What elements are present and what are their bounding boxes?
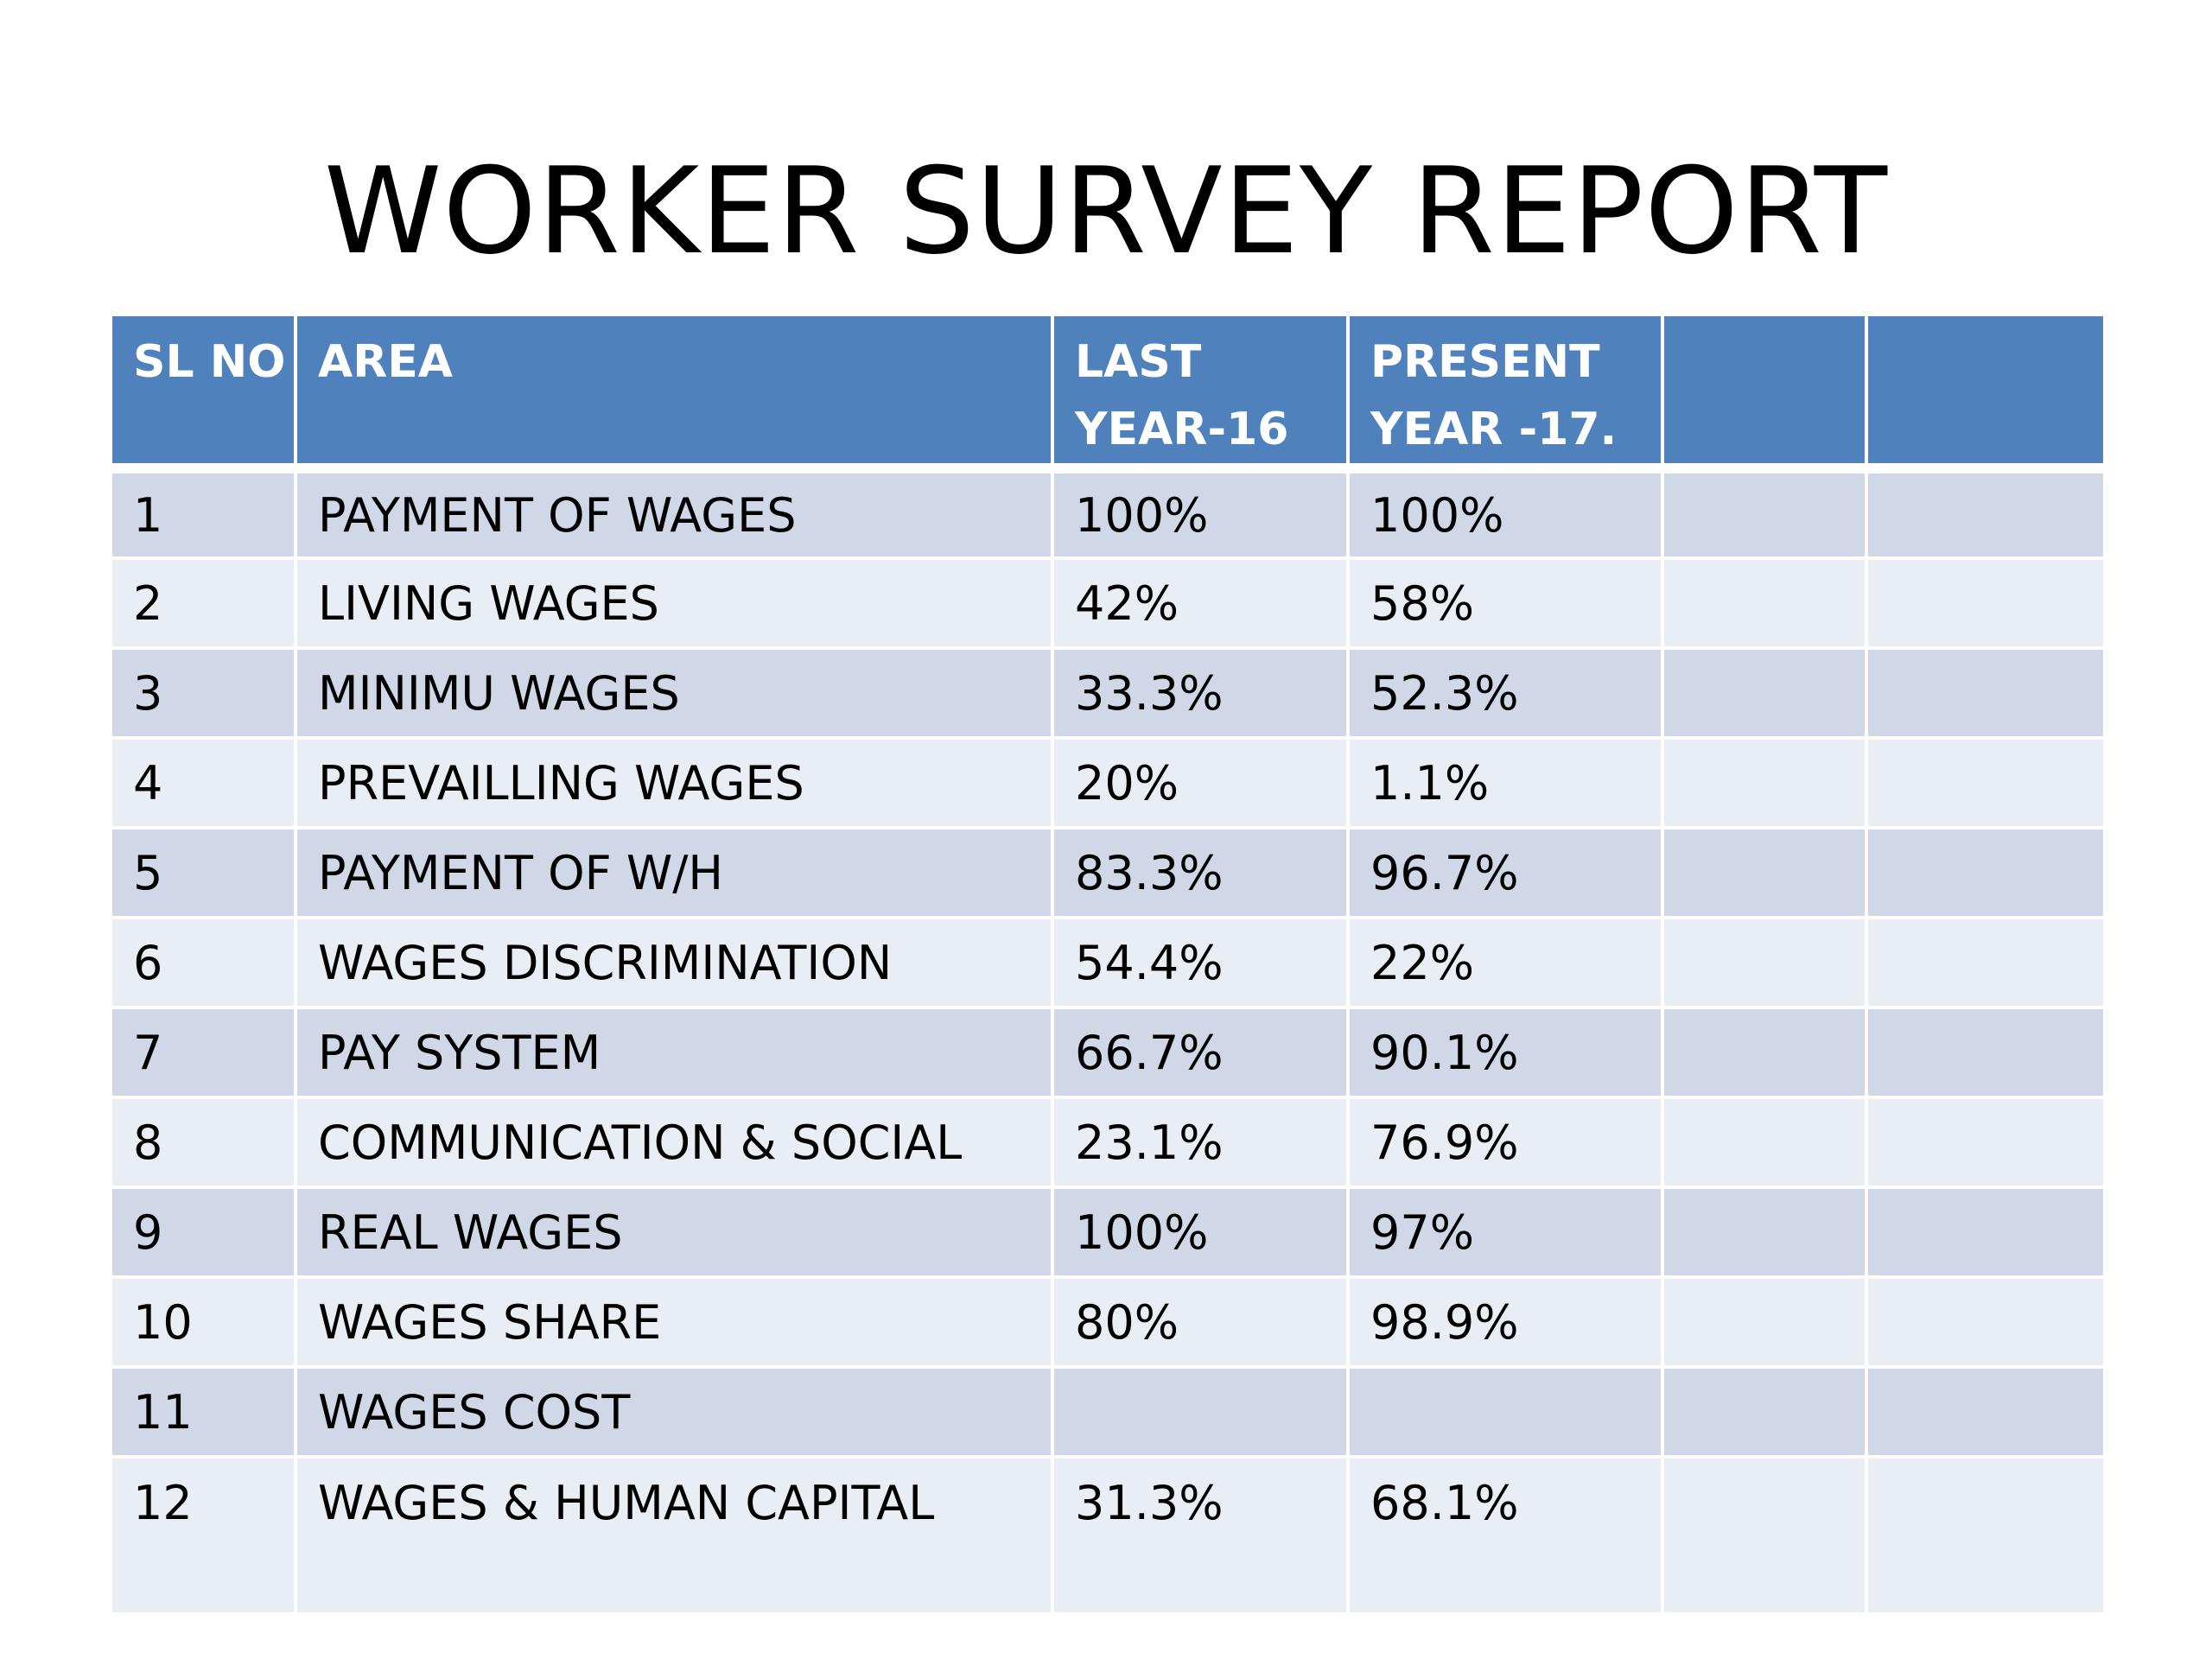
header-area: AREA	[296, 316, 1052, 468]
cell-empty	[1866, 1457, 2103, 1612]
cell-last-year: 80%	[1052, 1277, 1348, 1367]
cell-empty	[1662, 1187, 1866, 1277]
cell-empty	[1866, 918, 2103, 1007]
cell-empty	[1662, 558, 1866, 648]
cell-area: WAGES DISCRIMINATION	[296, 918, 1052, 1007]
table-header-row	[112, 316, 2103, 468]
cell-last-year: 42%	[1052, 558, 1348, 648]
cell-present-year: 97%	[1348, 1187, 1662, 1277]
cell-area: LIVING WAGES	[296, 558, 1052, 648]
table-row	[112, 1187, 2103, 1277]
cell-last-year: 33.3%	[1052, 648, 1348, 738]
cell-present-year: 52.3%	[1348, 648, 1662, 738]
cell-empty	[1662, 1457, 1866, 1612]
cell-empty	[1662, 1367, 1866, 1457]
cell-last-year: 100%	[1052, 1187, 1348, 1277]
cell-present-year: 1.1%	[1348, 738, 1662, 828]
header-last-year-line2: YEAR-16	[1075, 404, 1289, 455]
cell-empty	[1662, 1007, 1866, 1097]
cell-area: WAGES COST	[296, 1367, 1052, 1457]
table-row	[112, 738, 2103, 828]
cell-area: PAYMENT OF W/H	[296, 828, 1052, 918]
cell-present-year: 96.7%	[1348, 828, 1662, 918]
cell-area: REAL WAGES	[296, 1187, 1052, 1277]
cell-sl: 3	[112, 648, 296, 738]
cell-present-year: 90.1%	[1348, 1007, 1662, 1097]
survey-table	[112, 316, 2103, 1612]
header-empty-1	[1662, 316, 1866, 468]
cell-empty	[1866, 738, 2103, 828]
cell-present-year: 58%	[1348, 558, 1662, 648]
page-title: WORKER SURVEY REPORT	[323, 142, 1889, 281]
cell-last-year	[1052, 1367, 1348, 1457]
header-last-year	[1052, 316, 1348, 468]
cell-empty	[1662, 1277, 1866, 1367]
cell-empty	[1866, 468, 2103, 558]
table-row	[112, 1097, 2103, 1187]
cell-present-year: 100%	[1348, 468, 1662, 558]
cell-empty	[1866, 1007, 2103, 1097]
cell-last-year: 31.3%	[1052, 1457, 1348, 1612]
cell-sl: 8	[112, 1097, 296, 1187]
table-row	[112, 1457, 2103, 1612]
cell-empty	[1662, 918, 1866, 1007]
cell-sl: 6	[112, 918, 296, 1007]
table-row	[112, 1277, 2103, 1367]
cell-sl: 4	[112, 738, 296, 828]
cell-present-year: 22%	[1348, 918, 1662, 1007]
cell-empty	[1662, 1097, 1866, 1187]
cell-area: PAYMENT OF WAGES	[296, 468, 1052, 558]
cell-sl: 10	[112, 1277, 296, 1367]
cell-empty	[1866, 1367, 2103, 1457]
cell-empty	[1866, 648, 2103, 738]
cell-present-year: 76.9%	[1348, 1097, 1662, 1187]
cell-area: WAGES & HUMAN CAPITAL	[296, 1457, 1052, 1612]
table-row	[112, 828, 2103, 918]
cell-sl: 5	[112, 828, 296, 918]
cell-empty	[1662, 648, 1866, 738]
cell-empty	[1866, 1187, 2103, 1277]
cell-last-year: 20%	[1052, 738, 1348, 828]
table-row	[112, 468, 2103, 558]
header-sl-no: SL NO	[112, 316, 296, 468]
cell-area: PAY SYSTEM	[296, 1007, 1052, 1097]
cell-sl: 1	[112, 468, 296, 558]
table-row	[112, 648, 2103, 738]
cell-sl: 11	[112, 1367, 296, 1457]
cell-area: COMMUNICATION & SOCIAL	[296, 1097, 1052, 1187]
table-row	[112, 1007, 2103, 1097]
cell-sl: 2	[112, 558, 296, 648]
header-last-year-line1: LAST	[1075, 336, 1202, 388]
cell-present-year: 68.1%	[1348, 1457, 1662, 1612]
cell-sl: 7	[112, 1007, 296, 1097]
table-row	[112, 558, 2103, 648]
cell-sl: 9	[112, 1187, 296, 1277]
cell-area: PREVAILLING WAGES	[296, 738, 1052, 828]
cell-empty	[1866, 558, 2103, 648]
cell-last-year: 54.4%	[1052, 918, 1348, 1007]
cell-empty	[1866, 1097, 2103, 1187]
cell-empty	[1662, 738, 1866, 828]
table-row	[112, 1367, 2103, 1457]
cell-area: WAGES SHARE	[296, 1277, 1052, 1367]
cell-last-year: 23.1%	[1052, 1097, 1348, 1187]
cell-empty	[1662, 828, 1866, 918]
table-row	[112, 918, 2103, 1007]
cell-last-year: 100%	[1052, 468, 1348, 558]
cell-empty	[1662, 468, 1866, 558]
cell-empty	[1866, 828, 2103, 918]
cell-empty	[1866, 1277, 2103, 1367]
cell-last-year: 83.3%	[1052, 828, 1348, 918]
header-present-year	[1348, 316, 1662, 468]
header-empty-2	[1866, 316, 2103, 468]
cell-present-year	[1348, 1367, 1662, 1457]
cell-sl: 12	[112, 1457, 296, 1612]
header-present-year-line2: YEAR -17.	[1370, 404, 1618, 455]
cell-present-year: 98.9%	[1348, 1277, 1662, 1367]
cell-area: MINIMU WAGES	[296, 648, 1052, 738]
cell-last-year: 66.7%	[1052, 1007, 1348, 1097]
header-present-year-line1: PRESENT	[1370, 336, 1600, 388]
